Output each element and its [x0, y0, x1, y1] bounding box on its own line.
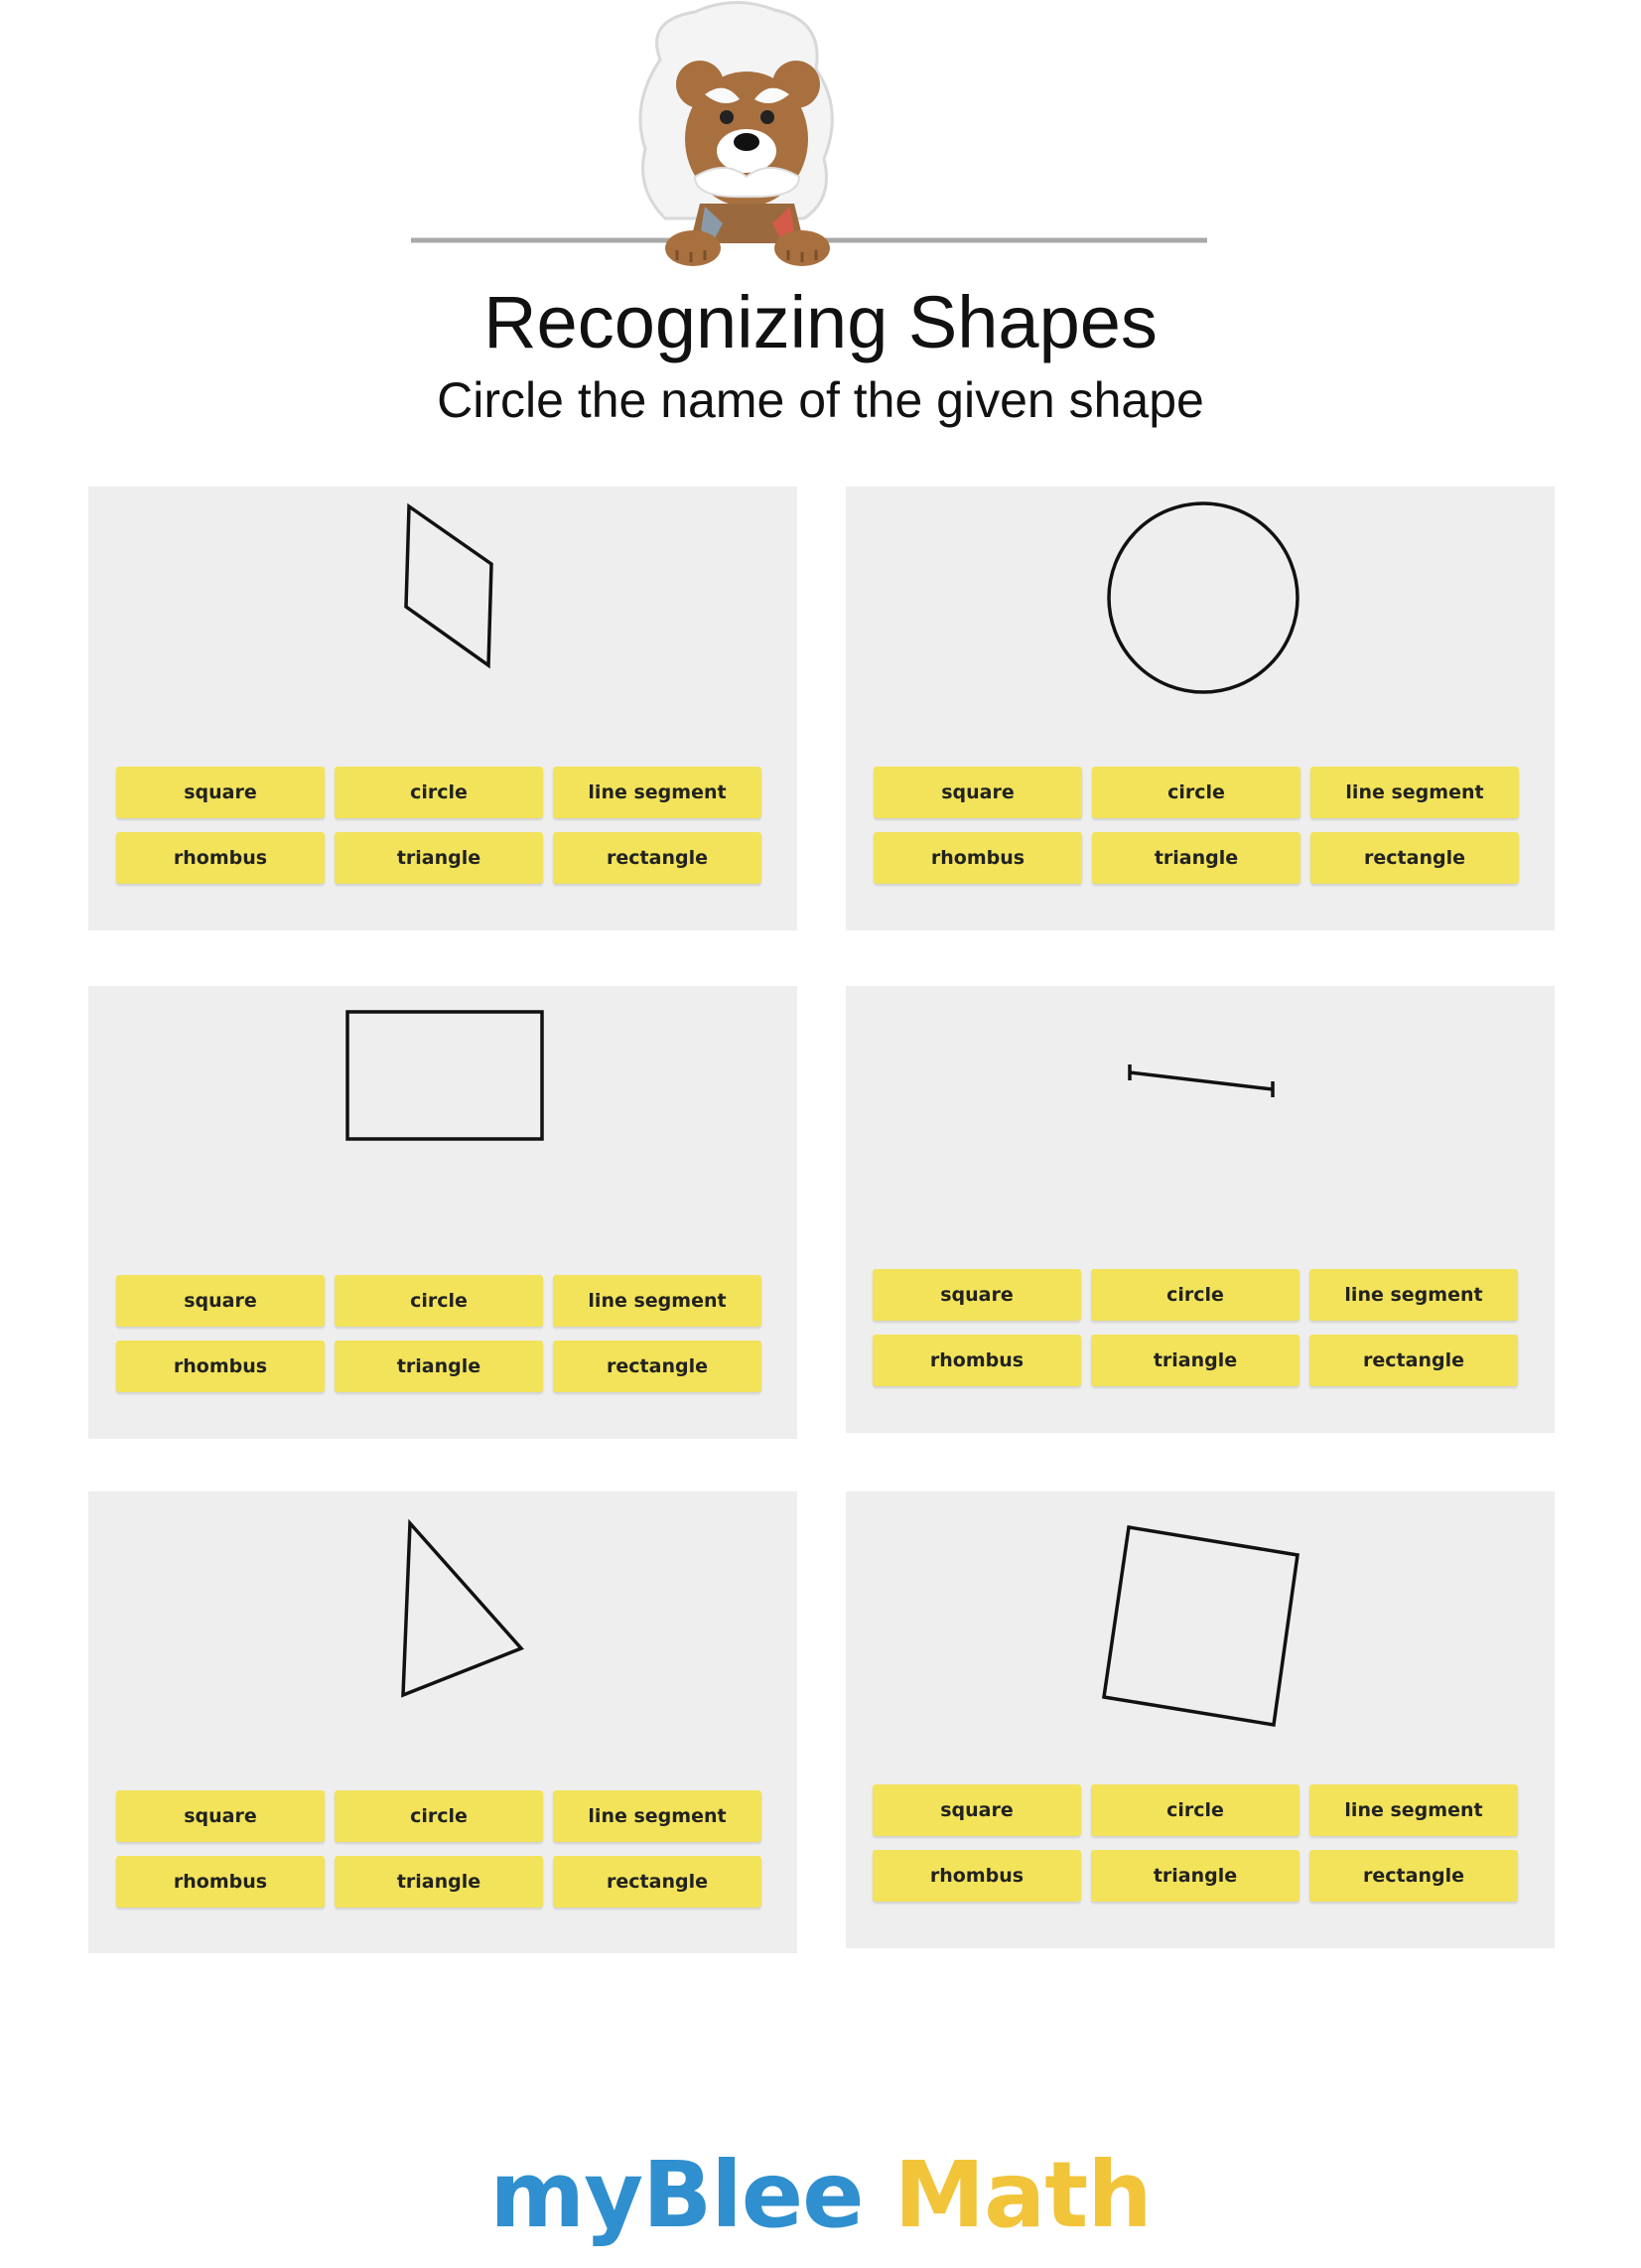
brand-logo [0, 2142, 1641, 2248]
question-card-5 [88, 1491, 797, 1953]
option-triangle[interactable]: triangle [335, 1341, 543, 1392]
option-circle[interactable]: circle [1091, 1269, 1299, 1321]
mascot-illustration [407, 0, 1241, 273]
option-rectangle[interactable]: rectangle [1309, 1850, 1518, 1902]
answer-options [116, 1275, 769, 1392]
option-triangle[interactable]: triangle [335, 832, 543, 884]
option-rhombus[interactable]: rhombus [116, 1856, 325, 1908]
option-circle[interactable]: circle [335, 1275, 543, 1327]
question-card-6 [846, 1491, 1555, 1948]
option-square[interactable]: square [873, 1784, 1081, 1836]
option-line-segment[interactable]: line segment [1309, 1784, 1518, 1836]
option-line-segment[interactable]: line segment [1309, 1269, 1518, 1321]
option-circle[interactable]: circle [1091, 1784, 1299, 1836]
option-square[interactable]: square [116, 1275, 325, 1327]
logo-text-myblee: myBlee [489, 2142, 864, 2248]
question-card-2 [846, 487, 1555, 930]
option-rectangle[interactable]: rectangle [553, 1856, 761, 1908]
option-rhombus[interactable]: rhombus [873, 1335, 1081, 1386]
option-square[interactable]: square [874, 767, 1082, 818]
option-triangle[interactable]: triangle [1092, 832, 1300, 884]
option-square[interactable]: square [116, 767, 325, 818]
question-card-3 [88, 986, 797, 1439]
option-triangle[interactable]: triangle [335, 1856, 543, 1908]
answer-options [874, 767, 1527, 884]
question-card-1 [88, 487, 797, 930]
question-card-4 [846, 986, 1555, 1433]
option-rhombus[interactable]: rhombus [116, 832, 325, 884]
option-line-segment[interactable]: line segment [1310, 767, 1519, 818]
option-rhombus[interactable]: rhombus [873, 1850, 1081, 1902]
option-circle[interactable]: circle [335, 1790, 543, 1842]
option-line-segment[interactable]: line segment [553, 1790, 761, 1842]
answer-options [116, 1790, 769, 1908]
option-triangle[interactable]: triangle [1091, 1335, 1299, 1386]
worksheet-instructions: Circle the name of the given shape [437, 372, 1204, 428]
option-line-segment[interactable]: line segment [553, 767, 761, 818]
option-rectangle[interactable]: rectangle [553, 1341, 761, 1392]
option-rhombus[interactable]: rhombus [874, 832, 1082, 884]
option-square[interactable]: square [116, 1790, 325, 1842]
option-circle[interactable]: circle [335, 767, 543, 818]
option-triangle[interactable]: triangle [1091, 1850, 1299, 1902]
answer-options [873, 1269, 1526, 1386]
answer-options [873, 1784, 1526, 1902]
logo-text-math: Math [893, 2142, 1152, 2248]
option-rectangle[interactable]: rectangle [1310, 832, 1519, 884]
option-rectangle[interactable]: rectangle [1309, 1335, 1518, 1386]
option-square[interactable]: square [873, 1269, 1081, 1321]
option-circle[interactable]: circle [1092, 767, 1300, 818]
option-line-segment[interactable]: line segment [553, 1275, 761, 1327]
option-rectangle[interactable]: rectangle [553, 832, 761, 884]
worksheet-title: Recognizing Shapes [483, 281, 1158, 363]
option-rhombus[interactable]: rhombus [116, 1341, 325, 1392]
answer-options [116, 767, 769, 884]
